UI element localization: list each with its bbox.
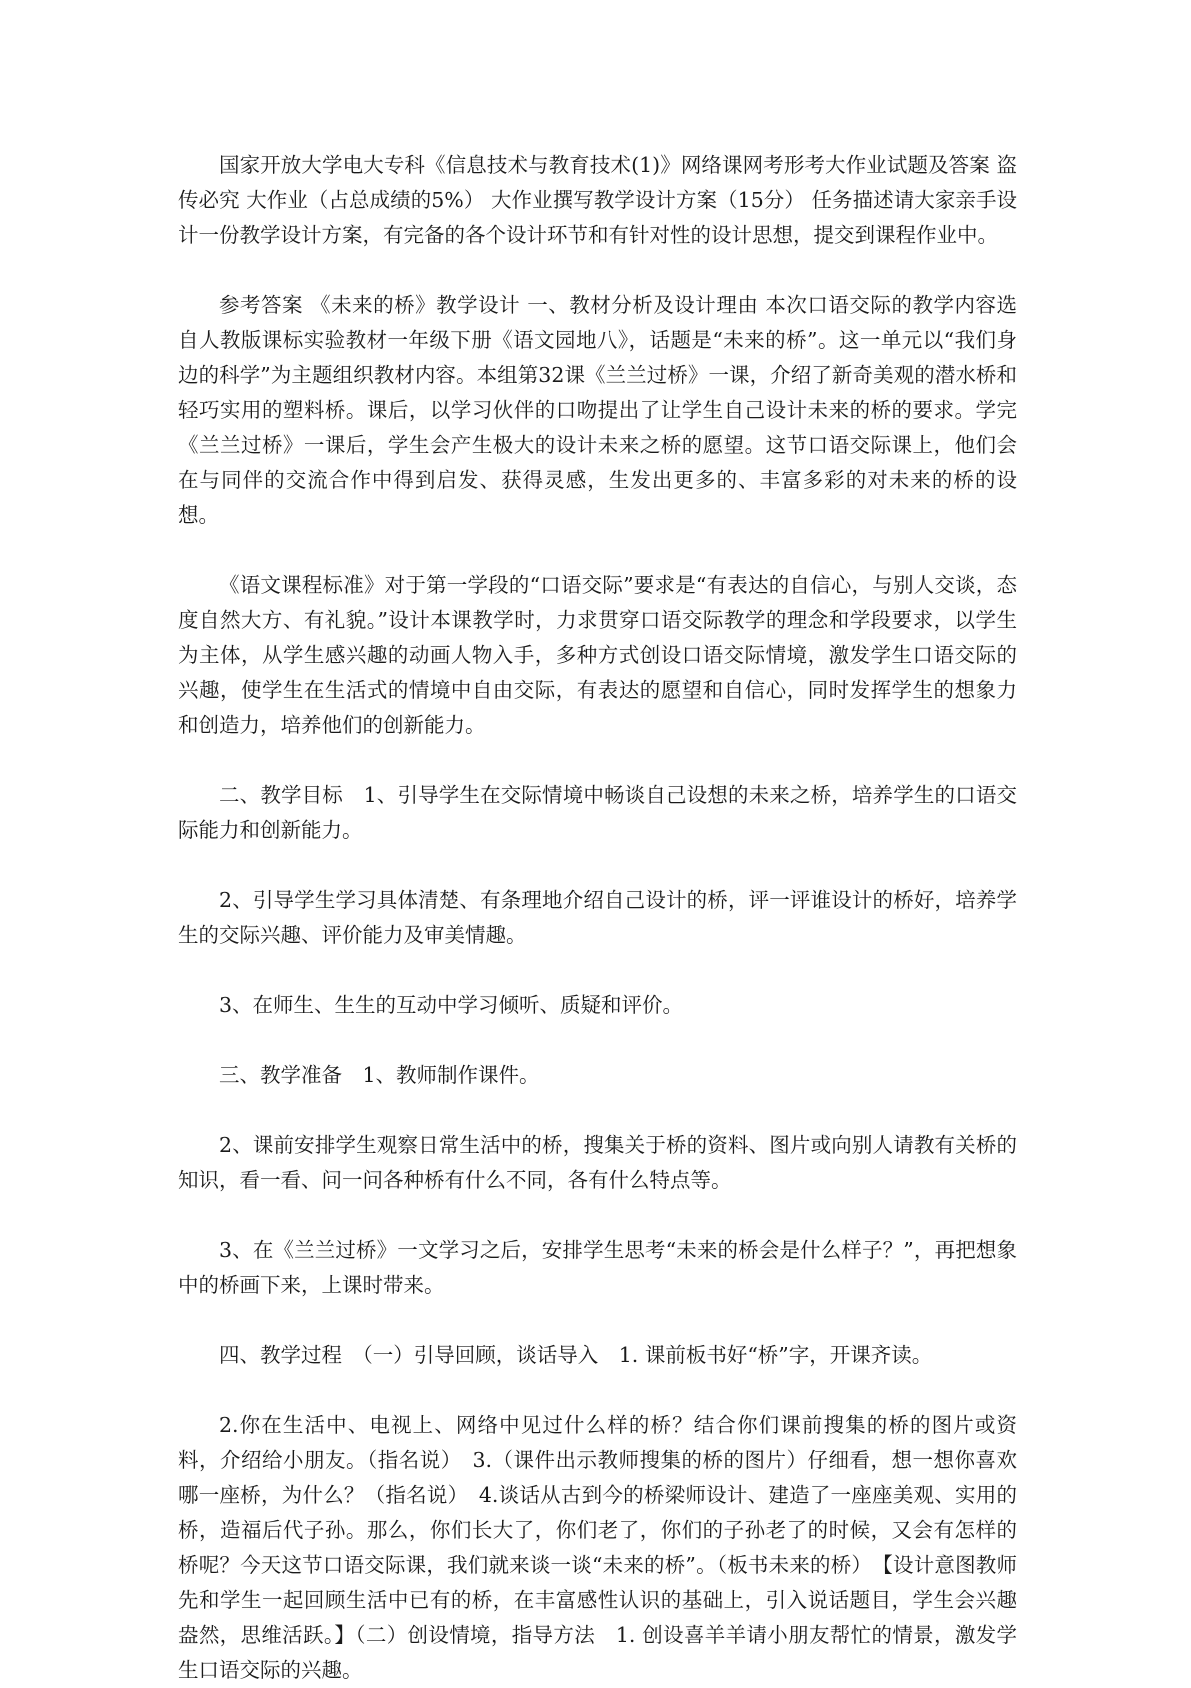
paragraph-reference-answer: 参考答案 《未来的桥》教学设计 一、教材分析及设计理由 本次口语交际的教学内容选自人教版课标实验教材一年级下册《语文园地八》，话题是“未来的桥”。这一单元以“我们身边的科学”为主题组织教材内容。本组第32课《兰兰过桥》一课，介绍了新奇美观的潜水桥和轻巧实用的塑料桥。课后，以学习伙伴的口吻提出了让学生自己设计未来的桥的要求。学完《兰兰过桥》一课后，学生会产生极大的设计未来之桥的愿望。这节口语交际课上，他们会在与同伴的交流合作中得到启发、获得灵感，生发出更多的、丰富多彩的对未来的桥的设想。 [178, 293, 1017, 527]
paragraph-preparation-1: 三、教学准备 1、教师制作课件。 [219, 1063, 540, 1087]
document-body [178, 148, 1017, 1688]
paragraph-teaching-goal-3: 3、在师生、生生的互动中学习倾听、质疑和评价。 [219, 993, 684, 1017]
paragraph-process-1: 四、教学过程 （一）引导回顾，谈话导入 1. 课前板书好“桥”字，开课齐读。 [219, 1343, 933, 1367]
paragraph-process-2: 2.你在生活中、电视上、网络中见过什么样的桥？结合你们课前搜集的桥的图片或资料，介绍给小朋友。（指名说） 3.（课件出示教师搜集的桥的图片）仔细看，想一想你喜欢哪一座桥，为什么？（指名说） 4.谈话从古到今的桥梁师设计、建造了一座座美观、实用的桥，造福后代子孙。那么，你们长大了，你们老了，你们的子孙老了的时候，又会有怎样的桥呢？今天这节口语交际课，我们就来谈一谈“未来的桥”。（板书未来的桥） 【设计意图教师先和学生一起回顾生活中已有的桥，在丰富感性认识的基础上，引入说话题目，学生会兴趣盎然，思维活跃。】（二）创设情境，指导方法 1. 创设喜羊羊请小朋友帮忙的情景，激发学生口语交际的兴趣。 [178, 1413, 1017, 1682]
paragraph-curriculum-standard: 《语文课程标准》对于第一学段的“口语交际”要求是“有表达的自信心，与别人交谈，态度自然大方、有礼貌。”设计本课教学时，力求贯穿口语交际教学的理念和学段要求，以学生为主体，从学生感兴趣的动画人物入手，多种方式创设口语交际情境，激发学生口语交际的兴趣，使学生在生活式的情境中自由交际，有表达的愿望和自信心，同时发挥学生的想象力和创造力，培养他们的创新能力。 [178, 573, 1017, 737]
paragraph-preparation-3: 3、在《兰兰过桥》一文学习之后，安排学生思考“未来的桥会是什么样子？”，再把想象中的桥画下来，上课时带来。 [178, 1238, 1017, 1297]
paragraph-intro: 国家开放大学电大专科《信息技术与教育技术(1)》网络课网考形考大作业试题及答案 盗传必究 大作业（占总成绩的5%） 大作业撰写教学设计方案（15分） 任务描述请大家亲手设计一份教学设计方案，有完备的各个设计环节和有针对性的设计思想，提交到课程作业中。 [178, 153, 1017, 247]
paragraph-teaching-goal-1: 二、教学目标 1、引导学生在交际情境中畅谈自己设想的未来之桥，培养学生的口语交际能力和创新能力。 [178, 783, 1017, 842]
paragraph-teaching-goal-2: 2、引导学生学习具体清楚、有条理地介绍自己设计的桥，评一评谁设计的桥好，培养学生的交际兴趣、评价能力及审美情趣。 [178, 888, 1017, 947]
paragraph-preparation-2: 2、课前安排学生观察日常生活中的桥，搜集关于桥的资料、图片或向别人请教有关桥的知识，看一看、问一问各种桥有什么不同，各有什么特点等。 [178, 1133, 1017, 1192]
